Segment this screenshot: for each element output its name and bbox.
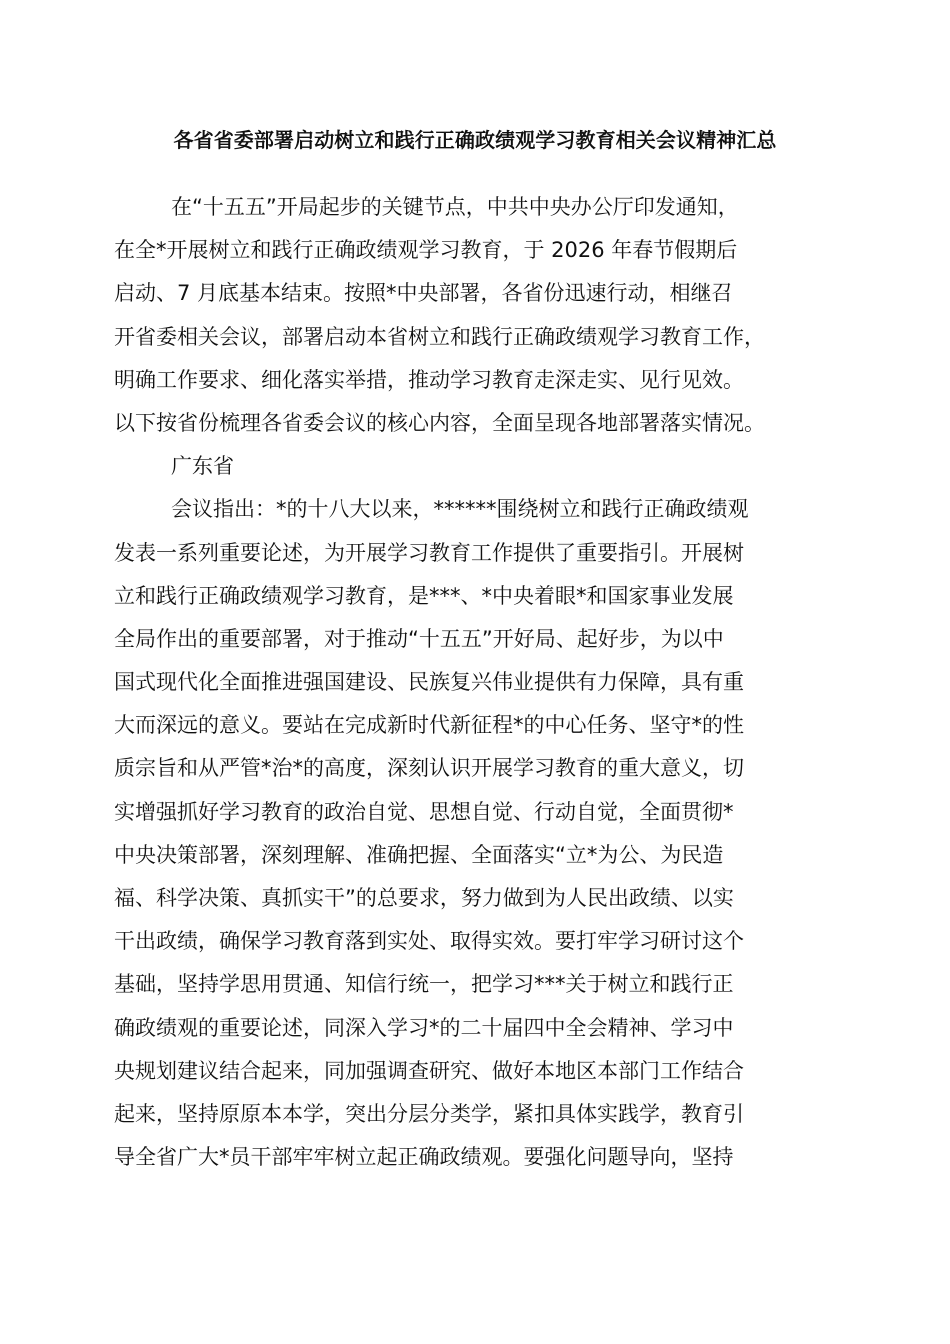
section-paragraph-line: 基础，坚持学思用贯通、知信行统一，把学习***关于树立和践行正 [114, 972, 734, 997]
section-heading: 广东省 [171, 454, 234, 479]
intro-paragraph-line: 开省委相关会议，部署启动本省树立和践行正确政绩观学习教育工作， [114, 324, 765, 349]
intro-paragraph-line: 启动、7 月底基本结束。按照*中央部署，各省份迅速行动，相继召 [114, 281, 733, 306]
section-paragraph-line: 立和践行正确政绩观学习教育，是***、*中央着眼*和国家事业发展 [114, 583, 734, 608]
section-paragraph-line: 国式现代化全面推进强国建设、民族复兴伟业提供有力保障，具有重 [114, 670, 744, 695]
section-paragraph-line: 实增强抓好学习教育的政治自觉、思想自觉、行动自觉，全面贯彻* [114, 799, 734, 824]
intro-paragraph-line: 在全*开展树立和践行正确政绩观学习教育，于 2026 年春节假期后 [114, 238, 738, 263]
section-paragraph-line: 质宗旨和从严管*治*的高度，深刻认识开展学习教育的重大意义，切 [114, 756, 744, 781]
document-body [114, 186, 840, 1179]
section-paragraph-line: 发表一系列重要论述，为开展学习教育工作提供了重要指引。开展树 [114, 540, 744, 565]
intro-paragraph-line: 明确工作要求、细化落实举措，推动学习教育走深走实、见行见效。 [114, 367, 744, 392]
section-paragraph-line: 干出政绩，确保学习教育落到实处、取得实效。要打牢学习研讨这个 [114, 929, 744, 954]
section-paragraph-line: 起来，坚持原原本本学，突出分层分类学，紧扣具体实践学，教育引 [114, 1101, 744, 1126]
section-paragraph-line: 会议指出：*的十八大以来，******围绕树立和践行正确政绩观 [171, 497, 749, 522]
section-paragraph-line: 导全省广大*员干部牢牢树立起正确政绩观。要强化问题导向，坚持 [114, 1145, 734, 1170]
section-paragraph-line: 央规划建议结合起来，同加强调查研究、做好本地区本部门工作结合 [114, 1058, 744, 1083]
section-paragraph-line: 全局作出的重要部署，对于推动“十五五”开好局、起好步，为以中 [114, 626, 724, 651]
intro-paragraph-line: 以下按省份梳理各省委会议的核心内容，全面呈现各地部署落实情况。 [114, 410, 765, 435]
section-paragraph-line: 福、科学决策、真抓实干”的总要求，努力做到为人民出政绩、以实 [114, 886, 734, 910]
document-title: 各省省委部署启动树立和践行正确政绩观学习教育相关会议精神汇总 [173, 128, 777, 152]
section-paragraph-line: 确政绩观的重要论述，同深入学习*的二十届四中全会精神、学习中 [114, 1015, 734, 1040]
section-paragraph-line: 大而深远的意义。要站在完成新时代新征程*的中心任务、坚守*的性 [114, 713, 744, 738]
intro-paragraph-line: 在“十五五”开局起步的关键节点，中共中央办公厅印发通知， [171, 195, 739, 219]
section-paragraph-line: 中央决策部署，深刻理解、准确把握、全面落实“立*为公、为民造 [114, 842, 724, 867]
